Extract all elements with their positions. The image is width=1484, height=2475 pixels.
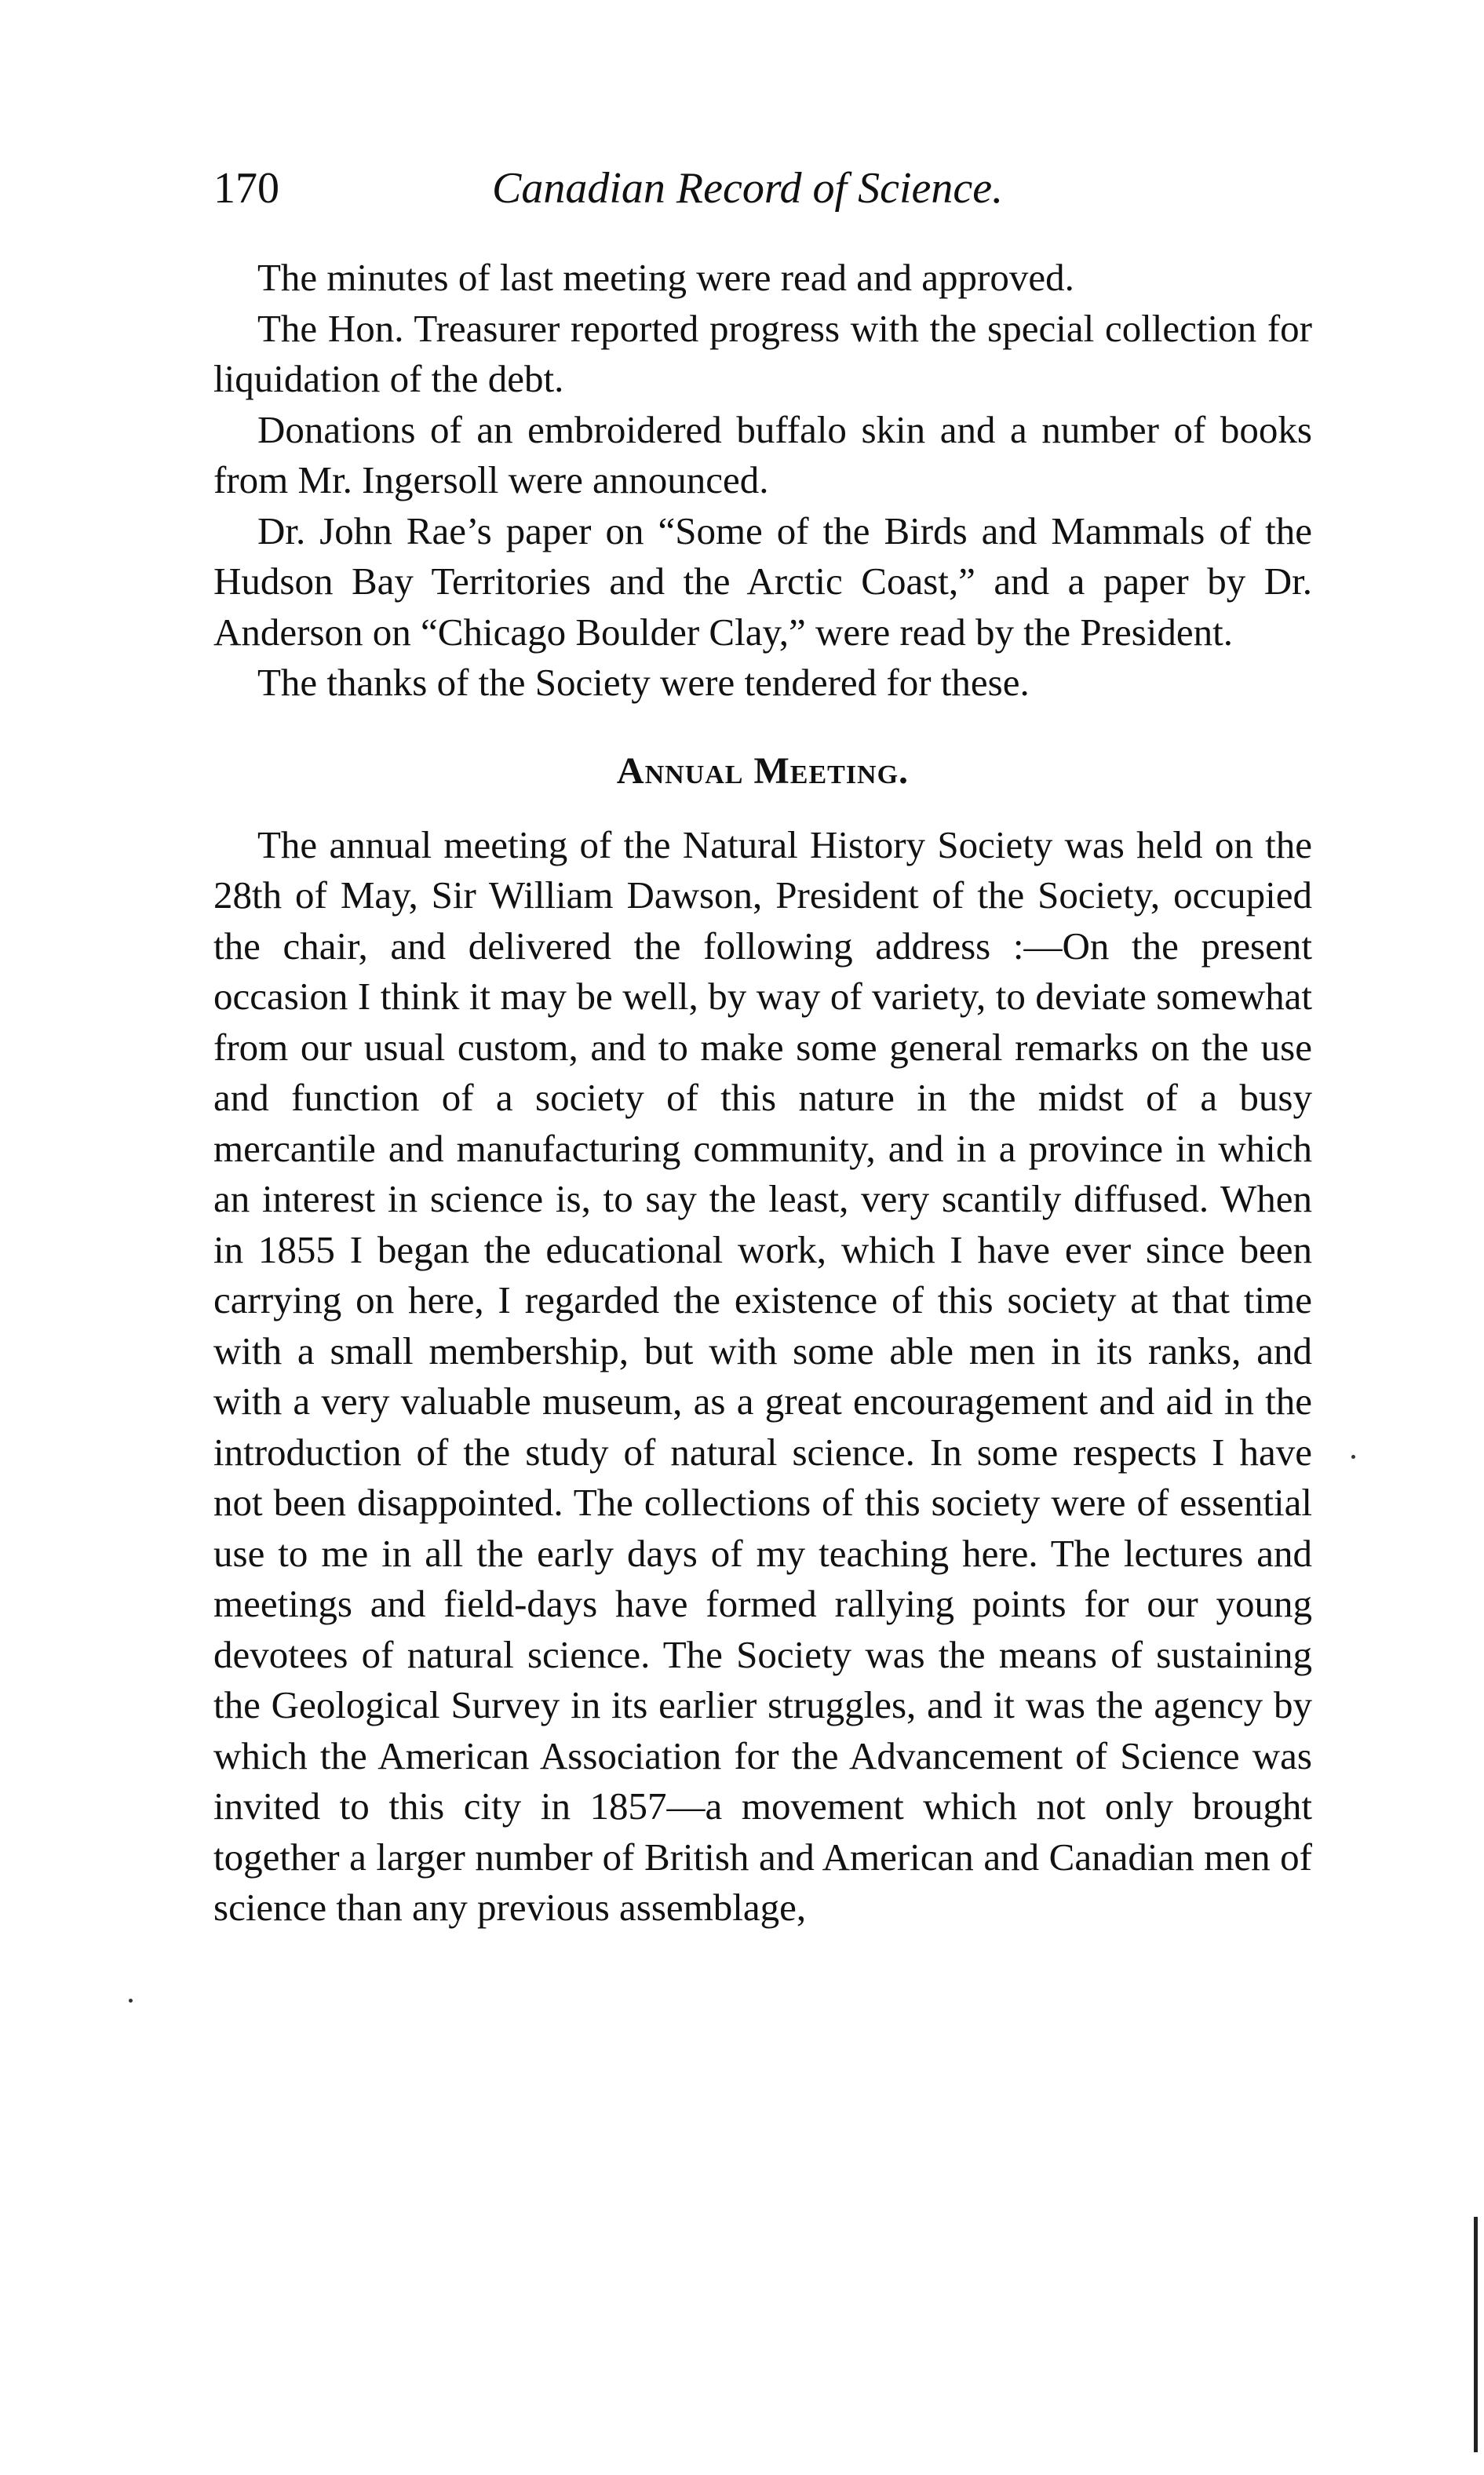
paragraph-papers-read: Dr. John Rae’s paper on “Some of the Birds and Mammals of the Hudson Bay Territories and the Arctic Coast,” and a paper by Dr. Anderson on “Chicago Boulder Clay,” were read by the President. — [213, 508, 1312, 654]
running-head — [213, 157, 1312, 220]
running-title: Canadian Record of Science. — [492, 164, 1004, 213]
scan-speck — [1351, 1455, 1355, 1459]
paragraph-minutes: The minutes of last meeting were read and approved. — [257, 256, 1074, 299]
section-heading: Annual Meeting. — [616, 749, 910, 792]
scan-speck — [129, 1999, 133, 2003]
paragraph-annual-meeting-address: The annual meeting of the Natural History Society was held on the 28th of May, Sir William Dawson, President of the Society, occupied the chair, and delivered the following address :—On the present occasion I think it may be well, by way of variety, to deviate somewhat from our usual custom, and to make some general remarks on the use and function of a society of this nature in the midst of a busy mercantile and manufacturing community, and in a province in which an interest in science is, to say the least, very scantily diffused. When in 1855 I began the educational work, which I have ever since been carrying on here, I regarded the existence of this society at that time with a small membership, but with some able men in its ranks, and with a very valuable museum, as a great encouragement and aid in the introduction of the study of natural science. In some respects I have not been disappointed. The collections of this society were of essential use to me in all the early days of my teaching here. The lectures and meetings and field-days have formed rallying points for our young devotees of natural science. The Society was the means of sustaining the Geological Survey in its earlier struggles, and it was the agency by which the American Association for the Advancement of Science was invited to this city in 1857—a movement which not only brought together a larger number of British and American and Canadian men of science than any previous assemblage, — [213, 822, 1312, 1929]
paragraph-donations: Donations of an embroidered buffalo skin and a number of books from Mr. Ingersoll were announced. — [213, 407, 1312, 501]
body-text — [213, 253, 1312, 1934]
paragraph-treasurer-report: The Hon. Treasurer reported progress with the special collection for liquidation of the debt. — [213, 306, 1312, 400]
page-number: 170 — [213, 164, 279, 213]
page-edge-mark — [1474, 2217, 1478, 2452]
paragraph-thanks: The thanks of the Society were tendered for these. — [257, 661, 1030, 704]
